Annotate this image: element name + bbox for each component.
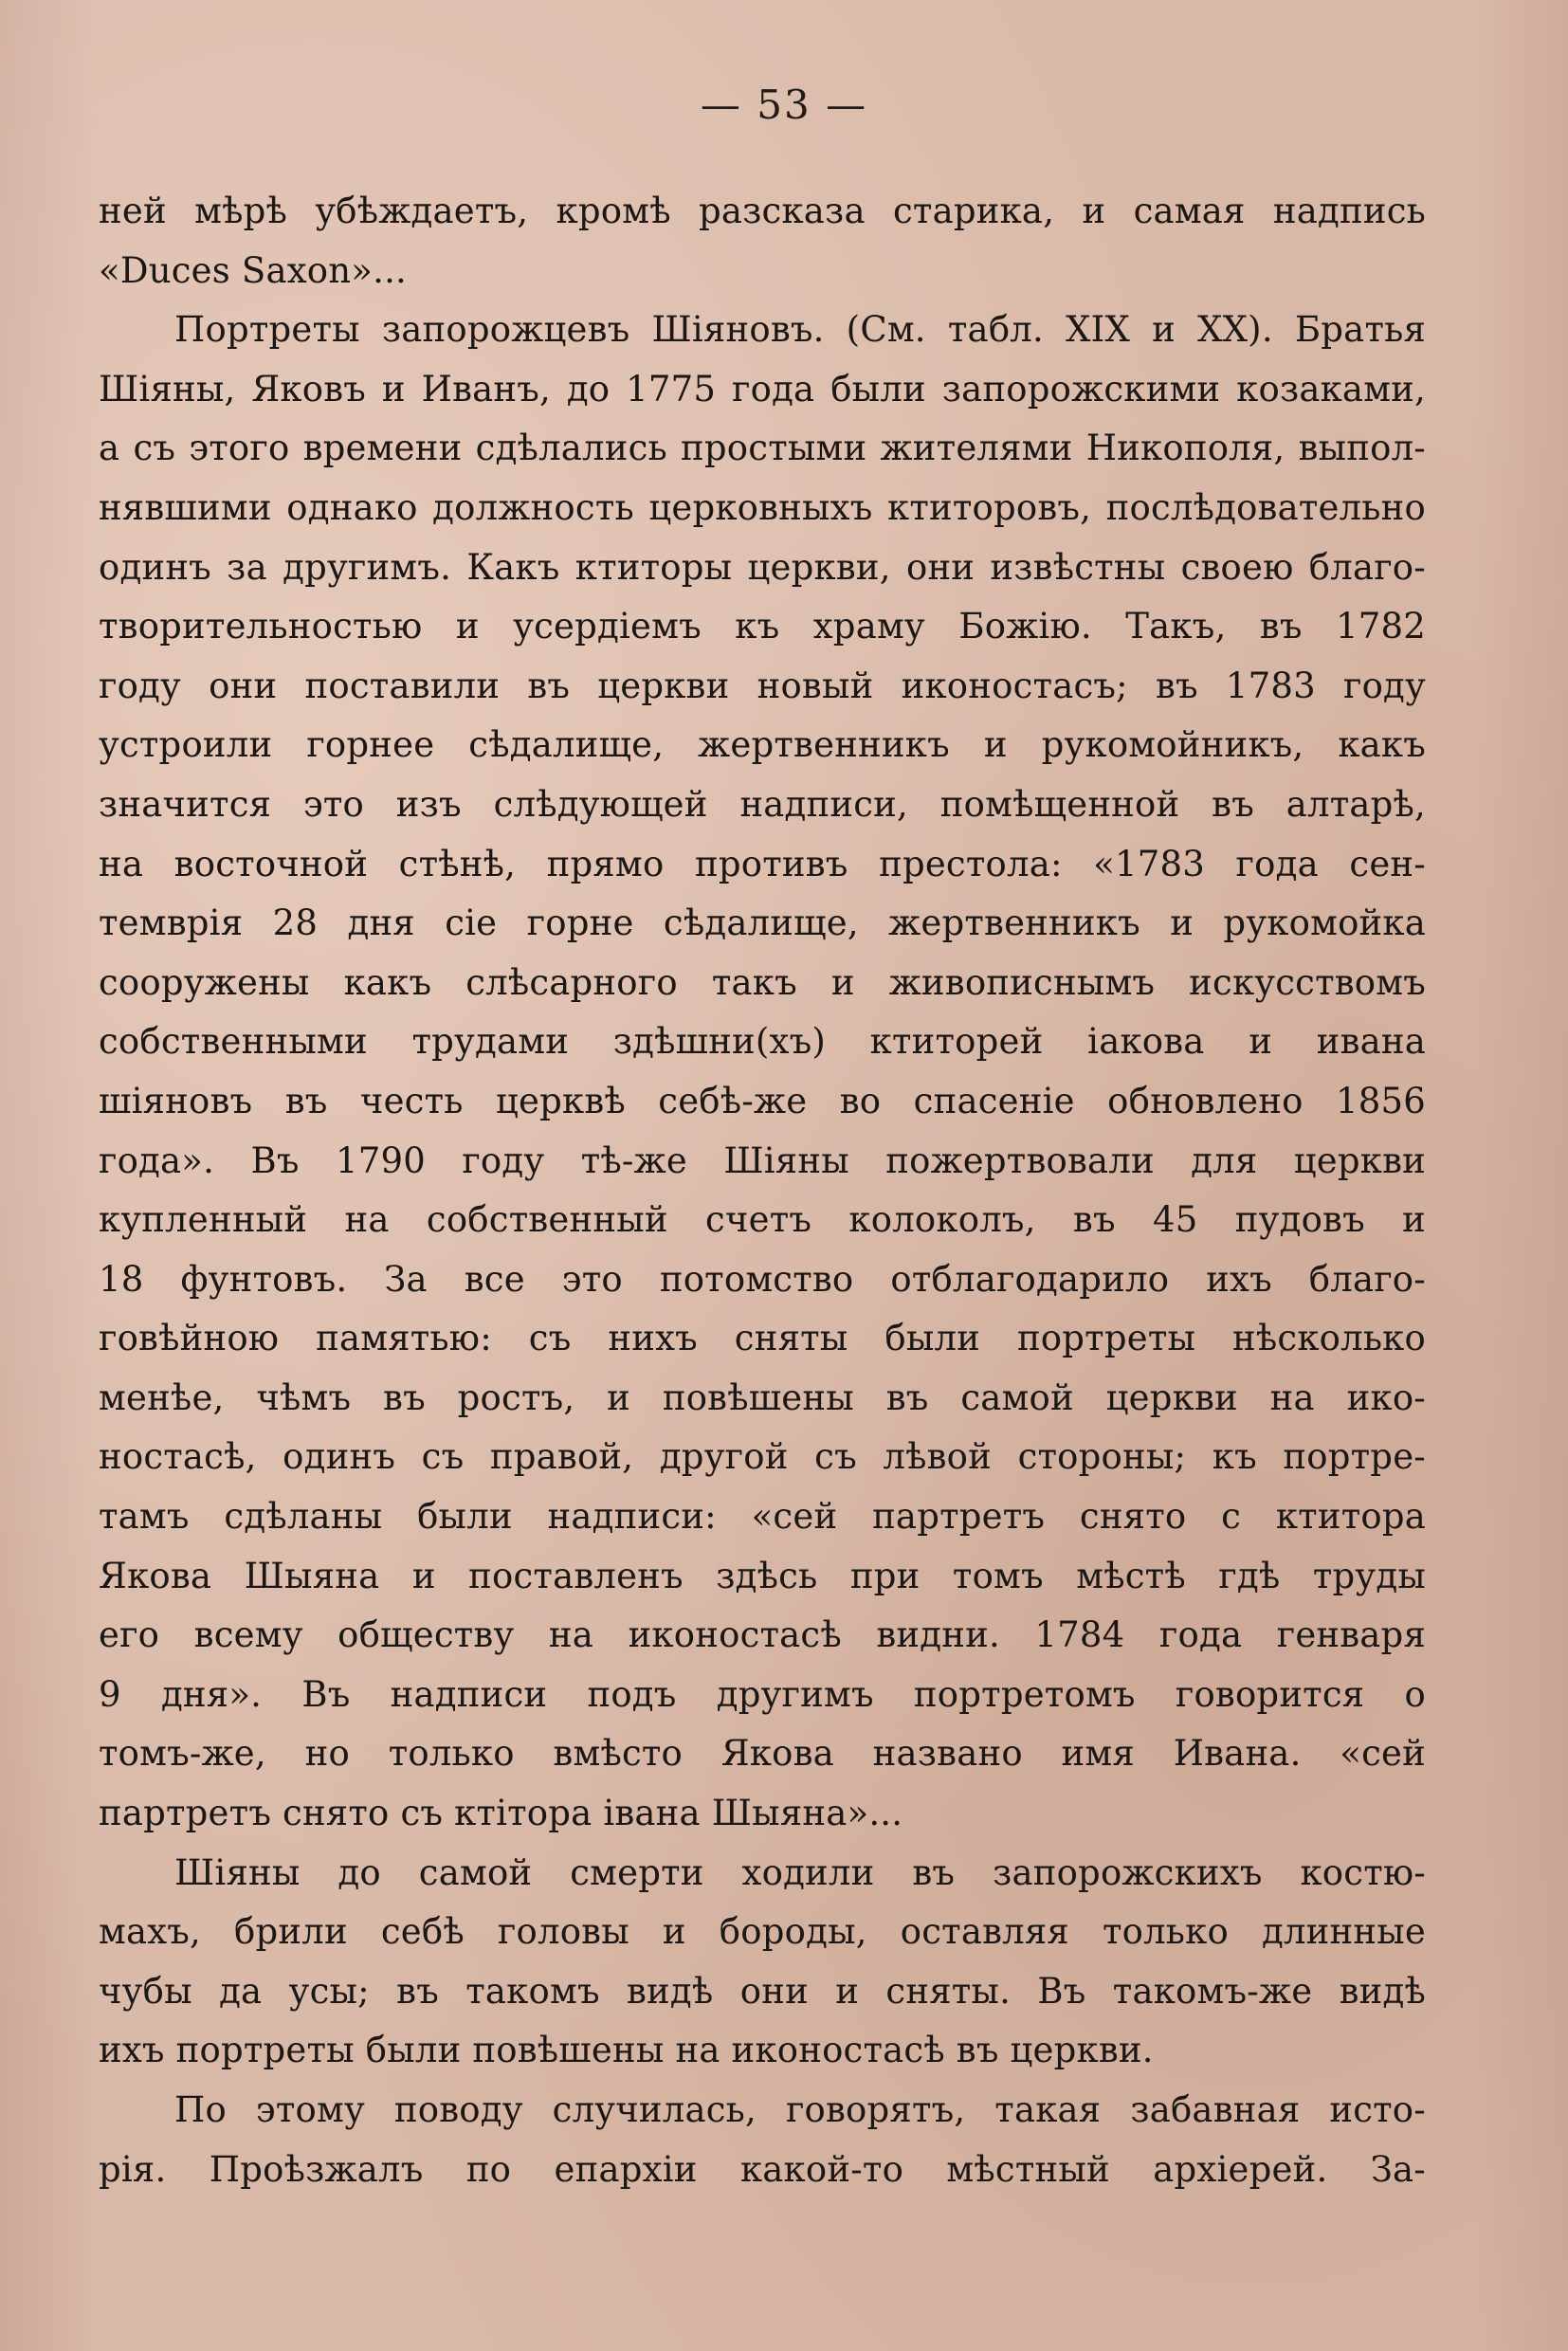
text-line: сооружены какъ слѣсарного такъ и живописнымъ искусствомъ: [99, 961, 1426, 1003]
text-line: одинъ за другимъ. Какъ ктиторы церкви, они извѣстны своею благо-: [99, 546, 1426, 588]
text-line: тамъ сдѣланы были надписи: «сей партретъ снято с ктитора: [99, 1496, 1426, 1538]
text-line: рiя. Проѣзжалъ по епархiи какой-то мѣстный архiерей. За-: [99, 2148, 1426, 2190]
page-number: — 53 —: [700, 82, 868, 128]
text-line: менѣе, чѣмъ въ ростъ, и повѣшены въ самой церкви на ико-: [99, 1376, 1426, 1418]
paragraph: [99, 182, 1426, 301]
text-line: ихъ портреты были повѣшены на иконостасѣ въ церкви.: [99, 2030, 1154, 2071]
text-line: устроили горнее сѣдалище, жертвенникъ и рукомойникъ, какъ: [99, 724, 1426, 766]
text-line: Портреты запорожцевъ Шiяновъ. (См. табл. XIX и XX). Братья: [174, 309, 1426, 351]
text-line: ностасѣ, одинъ съ правой, другой съ лѣвой стороны; къ портре-: [99, 1436, 1426, 1478]
text-line: говѣйною памятью: съ нихъ сняты были портреты нѣсколько: [99, 1318, 1426, 1359]
text-line: По этому поводу случилась, говорятъ, такая забавная исто-: [174, 2089, 1426, 2130]
text-line: его всему обществу на иконостасѣ видни. 1784 года генваря: [99, 1614, 1426, 1656]
text-line: ней мѣрѣ убѣждаетъ, кромѣ разсказа старика, и самая надпись: [99, 191, 1426, 231]
text-line: Шiяны, Яковъ и Иванъ, до 1775 года были запорожскими козаками,: [99, 368, 1426, 410]
text-line: на восточной стѣнѣ, прямо противъ престола: «1783 года сен-: [99, 843, 1426, 884]
text-line: Шiяны до самой смерти ходили въ запорожскихъ костю-: [174, 1851, 1426, 1893]
paragraph: [99, 2081, 1426, 2199]
text-line: 9 дня». Въ надписи подъ другимъ портретомъ говорится о: [99, 1673, 1426, 1715]
text-line: партретъ снято съ ктiтора iвана Шыяна»...: [99, 1793, 903, 1834]
text-line: значится это изъ слѣдующей надписи, помѣщенной въ алтарѣ,: [99, 783, 1426, 825]
text-line: 18 фунтовъ. За все это потомство отблагодарило ихъ благо-: [99, 1258, 1426, 1300]
text-line: творительностью и усердiемъ къ храму Божiю. Такъ, въ 1782: [99, 606, 1426, 647]
text-line: Якова Шыяна и поставленъ здѣсь при томъ мѣстѣ гдѣ труды: [99, 1555, 1426, 1596]
text-line: темврiя 28 дня сiе горне сѣдалище, жертвенникъ и рукомойка: [99, 902, 1426, 944]
text-line: году они поставили въ церкви новый иконостасъ; въ 1783 году: [99, 665, 1426, 706]
text-line: года». Въ 1790 году тѣ-же Шiяны пожертвовали для церкви: [99, 1139, 1426, 1181]
text-line: собственными трудами здѣшни(хъ) ктиторей iакова и ивана: [99, 1021, 1426, 1063]
text-body: [99, 182, 1426, 2199]
text-line: нявшими однако должность церковныхъ ктиторовъ, послѣдовательно: [99, 486, 1426, 528]
paragraph: [99, 301, 1426, 1843]
paragraph: [99, 1844, 1426, 2081]
text-line: «Duces Saxon»...: [99, 249, 407, 291]
text-line: махъ, брили себѣ головы и бороды, оставляя только длинные: [99, 1911, 1426, 1953]
text-line: шiяновъ въ честь церквѣ себѣ-же во спасенiе обновлено 1856: [99, 1080, 1426, 1121]
text-line: а съ этого времени сдѣлались простыми жителями Никополя, выпол-: [99, 428, 1426, 469]
text-line: томъ-же, но только вмѣсто Якова названо имя Ивана. «сей: [99, 1733, 1426, 1775]
text-line: купленный на собственный счетъ колоколъ, въ 45 пудовъ и: [99, 1199, 1426, 1241]
text-line: чубы да усы; въ такомъ видѣ они и сняты. Въ такомъ-же видѣ: [99, 1970, 1426, 2012]
